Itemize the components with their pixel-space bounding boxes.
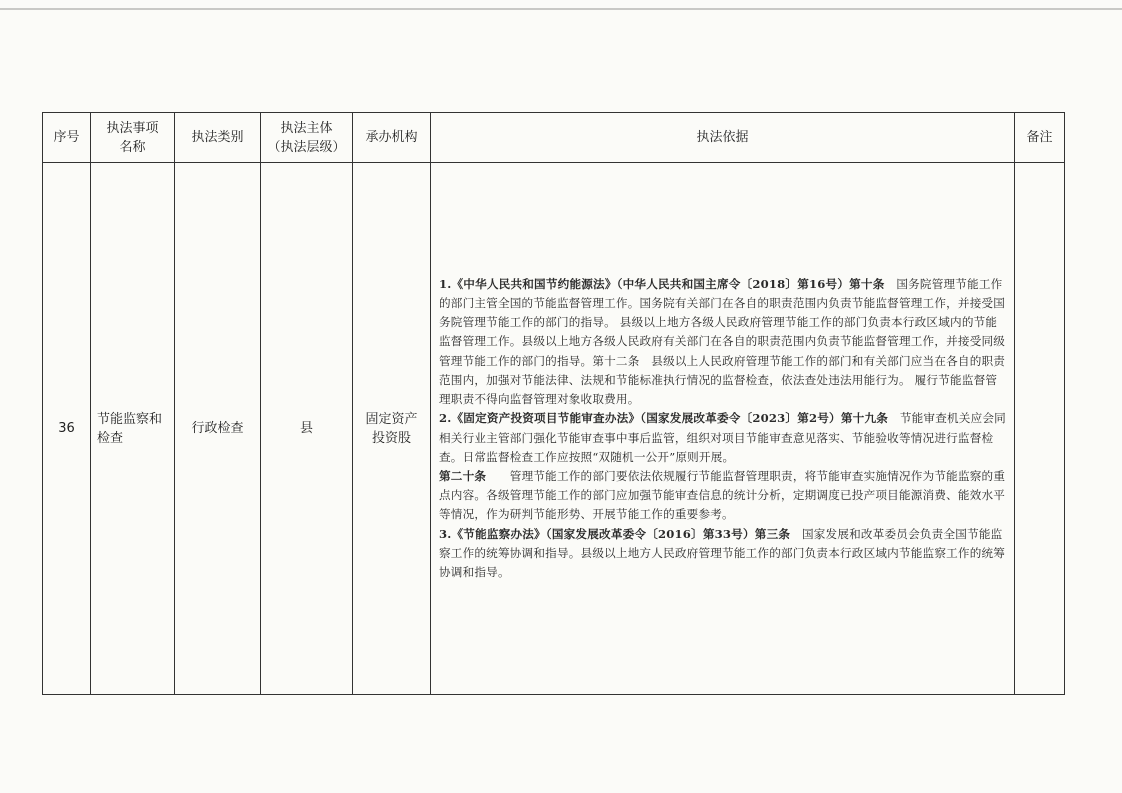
basis-para-2b-text: 管理节能工作的部门要依法依规履行节能监督管理职责，将节能审查实施情况作为节能监察的重点内容。各级管理节能工作的部门应加强节能审查信息的统计分析，定期调度已投产项目能源消费、能效水平等情况，作为研判节能形势、开展节能工作的重要参考。	[439, 468, 1006, 522]
header-category: 执法类别	[175, 113, 261, 163]
cell-remark	[1015, 163, 1065, 695]
header-seq: 序号	[43, 113, 91, 163]
basis-para-2b	[439, 467, 1006, 525]
basis-para-2-text: 节能审查机关应会同相关行业主管部门强化节能审查事中事后监管，组织对项目节能审查意见落实、节能验收等情况进行监督检查。日常监督检查工作应按照“双随机一公开”原则开展。	[439, 411, 1006, 464]
basis-para-1	[439, 275, 1006, 409]
header-item-name-line2: 名称	[119, 139, 146, 155]
basis-para-2	[439, 409, 1006, 467]
header-row	[43, 113, 1065, 163]
cell-subject: 县	[261, 163, 353, 695]
header-basis: 执法依据	[431, 113, 1015, 163]
basis-para-3-text: 国家发展和改革委员会负责全国节能监察工作的统筹协调和指导。县级以上地方人民政府管理节能工作的部门负责本行政区域内节能监察工作的统筹协调和指导。	[439, 526, 1006, 579]
basis-para-1-title: 1.《中华人民共和国节约能源法》（中华人民共和国主席令〔2018〕第16号）第十条	[439, 276, 885, 291]
header-remark: 备注	[1015, 113, 1065, 163]
cell-category: 行政检查	[175, 163, 261, 695]
header-item-name	[91, 113, 175, 163]
cell-item-name-line1: 节能监察和	[97, 411, 163, 427]
header-subject-line1: 执法主体	[280, 120, 333, 136]
basis-para-3	[439, 525, 1006, 583]
basis-para-3-title: 3.《节能监察办法》（国家发展改革委令〔2016〕第33号）第三条	[439, 526, 791, 541]
table-row	[43, 163, 1065, 695]
header-agency: 承办机构	[353, 113, 431, 163]
scan-edge-line	[0, 8, 1122, 10]
cell-seq: 36	[43, 163, 91, 695]
header-subject-line2: （执法层级）	[267, 139, 346, 155]
basis-para-2b-title: 第二十条	[439, 468, 487, 483]
header-subject	[261, 113, 353, 163]
cell-item-name-line2: 检查	[97, 430, 124, 446]
cell-agency-line2: 投资股	[371, 430, 411, 446]
cell-item-name	[91, 163, 175, 695]
cell-agency-line1: 固定资产	[365, 411, 418, 427]
cell-basis	[431, 163, 1015, 695]
basis-para-1-text: 国务院管理节能工作的部门主管全国的节能监督管理工作。国务院有关部门在各自的职责范围内负责节能监督管理工作，并接受国务院管理节能工作的部门的指导。 县级以上地方各级人民政府管理节能工作的部门负责本行政区域内的节能监督管理工作。县级以上地方各级人民政府有关部门在各自的职责范围内负责节能监督管理工作，并接受同级管理节能工作的部门的指导。第十二条 县级以上人民政府管理节能工作的部门和有关部门应当在各自的职责范围内，加强对节能法律、法规和节能标准执行情况的监督检查，依法查处违法用能行为。 履行节能监督管理职责不得向监督管理对象收取费用。	[439, 276, 1006, 407]
basis-para-2-title: 2.《固定资产投资项目节能审查办法》（国家发展改革委令〔2023〕第2号）第十九条	[439, 411, 889, 426]
cell-agency	[353, 163, 431, 695]
header-item-name-line1: 执法事项	[106, 120, 159, 136]
enforcement-table-container	[42, 112, 1064, 695]
enforcement-table	[42, 112, 1065, 695]
